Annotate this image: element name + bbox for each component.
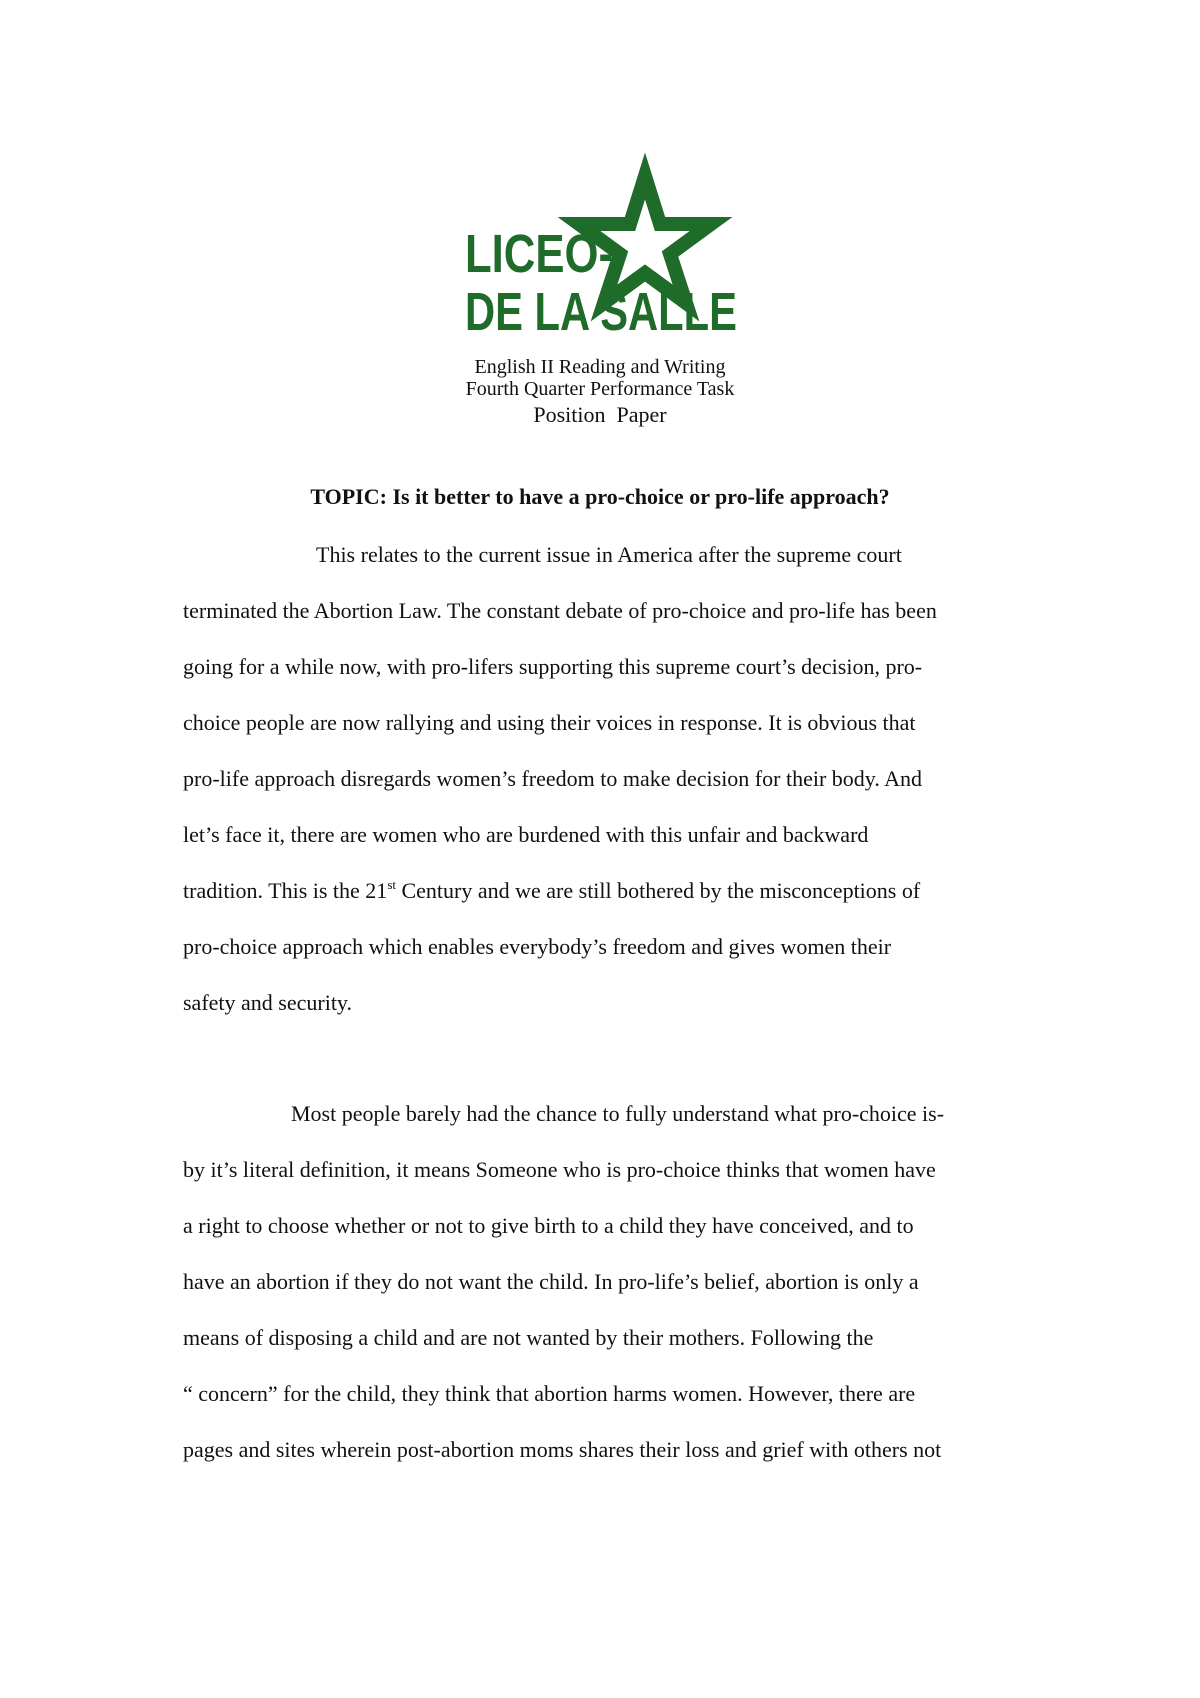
paragraph-line: Most people barely had the chance to fully understand what pro-choice is-: [291, 1101, 945, 1126]
task-title: Fourth Quarter Performance Task: [465, 378, 735, 400]
paragraph-2: [183, 1086, 1023, 1478]
paragraph-line: [183, 863, 1023, 919]
paragraph-line: choice people are now rallying and using their voices in response. It is obvious that: [183, 710, 916, 735]
topic-heading: TOPIC: Is it better to have a pro-choice or pro-life approach?: [310, 484, 890, 509]
paragraph-1: [183, 527, 1023, 1031]
paragraph-line: means of disposing a child and are not wanted by their mothers. Following the: [183, 1325, 874, 1350]
paragraph-line: This relates to the current issue in America after the supreme court: [316, 542, 902, 567]
paragraph-line: terminated the Abortion Law. The constant debate of pro-choice and pro-life has been: [183, 598, 937, 623]
logo-line1: LICEO-: [465, 224, 613, 284]
logo-line2: DE LA SALLE: [465, 282, 737, 342]
paragraph-line: have an abortion if they do not want the child. In pro-life’s belief, abortion is only a: [183, 1269, 919, 1294]
document-header: [0, 356, 1200, 429]
paragraph-line: safety and security.: [183, 990, 353, 1015]
course-title: English II Reading and Writing: [474, 356, 726, 378]
paragraph-line: going for a while now, with pro-lifers supporting this supreme court’s decision, pro-: [183, 654, 923, 679]
paragraph-line: pro-choice approach which enables everybody’s freedom and gives women their: [183, 934, 892, 959]
paragraph-line: by it’s literal definition, it means Someone who is pro-choice thinks that women have: [183, 1157, 936, 1182]
paragraph-line: let’s face it, there are women who are burdened with this unfair and backward: [183, 822, 869, 847]
paragraph-line: pages and sites wherein post-abortion moms shares their loss and grief with others not: [183, 1437, 942, 1462]
line-text-after: Century and we are still bothered by the misconceptions of: [395, 878, 921, 903]
paragraph-line: a right to choose whether or not to give birth to a child they have conceived, and to: [183, 1213, 914, 1238]
school-logo: [465, 172, 750, 342]
logo-graphic: [465, 172, 750, 342]
paragraph-line: “ concern” for the child, they think that abortion harms women. However, there are: [183, 1381, 916, 1406]
superscript-ordinal: st: [387, 877, 396, 892]
paper-type: Position Paper: [533, 402, 667, 427]
line-text-before: tradition. This is the 21: [183, 878, 388, 903]
paragraph-line: pro-life approach disregards women’s freedom to make decision for their body. And: [183, 766, 923, 791]
